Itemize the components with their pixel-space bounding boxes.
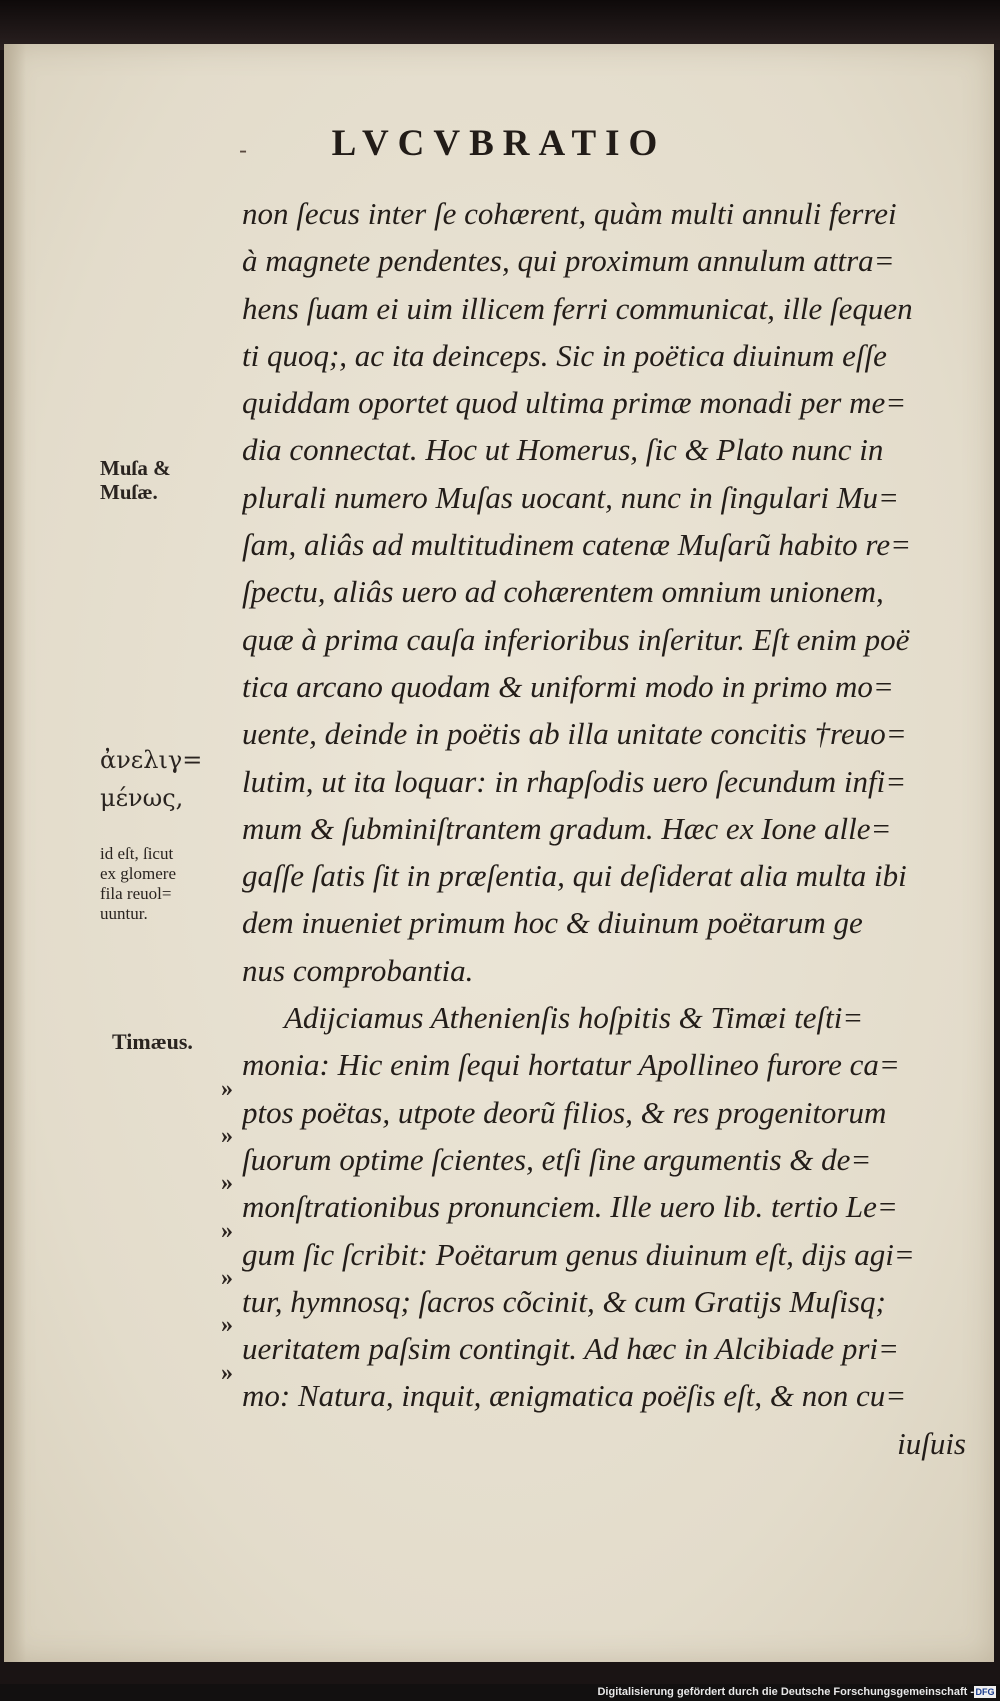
text-line: uente, deinde in poëtis ab illa unitate concitis †reuo= [242,716,907,752]
text-line: tur, hymnosq; ſacros cõcinit, & cum Gratijs Muſisq; [242,1283,886,1319]
text-line: ſam, aliâs ad multitudinem catenæ Muſarũ habito re= [242,527,912,563]
text-line: gaſſe ſatis ſit in præſentia, qui deſiderat alia multa ibi [242,858,907,894]
text-line: monſtrationibus pronunciem. Ille uero lib. tertio Le= [242,1189,898,1225]
text-line: quiddam oportet quod ultima primæ monadi per me= [242,385,907,421]
dfg-logo: DFG [975,1687,995,1697]
text-line: ueritatem paſsim contingit. Ad hæc in Alcibiade pri= [242,1331,899,1367]
text-line: Adijciamus Athenienſis hoſpitis & Timæi teſti= [284,1000,864,1036]
quote-marker: » [221,1076,233,1102]
text-line: mum & ſubminiſtrantem gradum. Hæc ex Ione alle= [242,810,892,846]
text-line: ti quoq;, ac ita deinceps. Sic in poëtica diuinum eſſe [242,337,887,373]
text-line: gum ſic ſcribit: Poëtarum genus diuinum eſt, dijs agi= [242,1236,915,1272]
funding-notice: Digitalisierung gefördert durch die Deutsche Forschungsgemeinschaft - [597,1686,974,1698]
text-line: tica arcano quodam & uniformi modo in primo mo= [242,668,894,704]
margin-note-line: Muſa & [100,456,171,480]
text-line: nus comprobantia. [242,952,474,988]
text-line: ſuorum optime ſcientes, etſi ſine argumentis & de= [242,1141,872,1177]
margin-note-greek [100,741,250,817]
book-page [4,44,994,1662]
text-line: dia connectat. Hoc ut Homerus, ſic & Plato nunc in [242,432,884,468]
margin-note-line: Muſæ. [100,480,158,504]
margin-note-line: fila reuol= [100,884,172,903]
text-line: mo: Natura, inquit, ænigmatica poëſis eſt, & non cu= [242,1378,907,1414]
quote-marker: » [221,1218,233,1244]
text-line: lutim, ut ita loquar: in rhapſodis uero ſecundum infi= [242,763,907,799]
margin-note-line: μένως, [100,784,184,812]
margin-note-latin [100,844,250,924]
main-text-block [242,190,966,1467]
text-line: monia: Hic enim ſequi hortatur Apollineo furore ca= [242,1047,900,1083]
quote-marker: » [221,1265,233,1291]
catchword: iuſuis [897,1425,966,1461]
text-line: plurali numero Muſas uocant, nunc in ſingulari Mu= [242,479,899,515]
text-line: hens ſuam ei uim illicem ferri communicat, ille ſequen [242,290,913,326]
quote-marker: » [221,1123,233,1149]
text-line: à magnete pendentes, qui proximum annulum attra= [242,243,895,279]
margin-note-line: uuntur. [100,904,148,923]
text-line: dem inueniet primum hoc & diuinum poëtarum ge [242,905,863,941]
text-line: quæ à prima cauſa inferioribus inſeritur. Eſt enim poë [242,621,910,657]
margin-note-line: id eſt, ſicut [100,844,174,863]
margin-note-musa [100,456,250,504]
text-line: ſpectu, aliâs uero ad cohærentem omnium unionem, [242,574,884,610]
text-line: non ſecus inter ſe cohærent, quàm multi annuli ferrei [242,196,897,231]
scan-top-edge [0,0,1000,50]
margin-note-line: ἀνελιγ= [100,746,203,774]
margin-note-timaeus: Timæus. [112,1029,193,1054]
text-line: ptos poëtas, utpote deorũ filios, & res progenitorum [242,1094,887,1130]
quote-marker: » [221,1170,233,1196]
quote-marker: » [221,1360,233,1386]
quote-marker: » [221,1312,233,1338]
margin-note-line: ex glomere [100,864,176,883]
running-head: LVCVBRATIO [331,123,667,164]
running-head-mark: - [239,136,248,164]
page-gutter-shadow [4,44,26,1662]
